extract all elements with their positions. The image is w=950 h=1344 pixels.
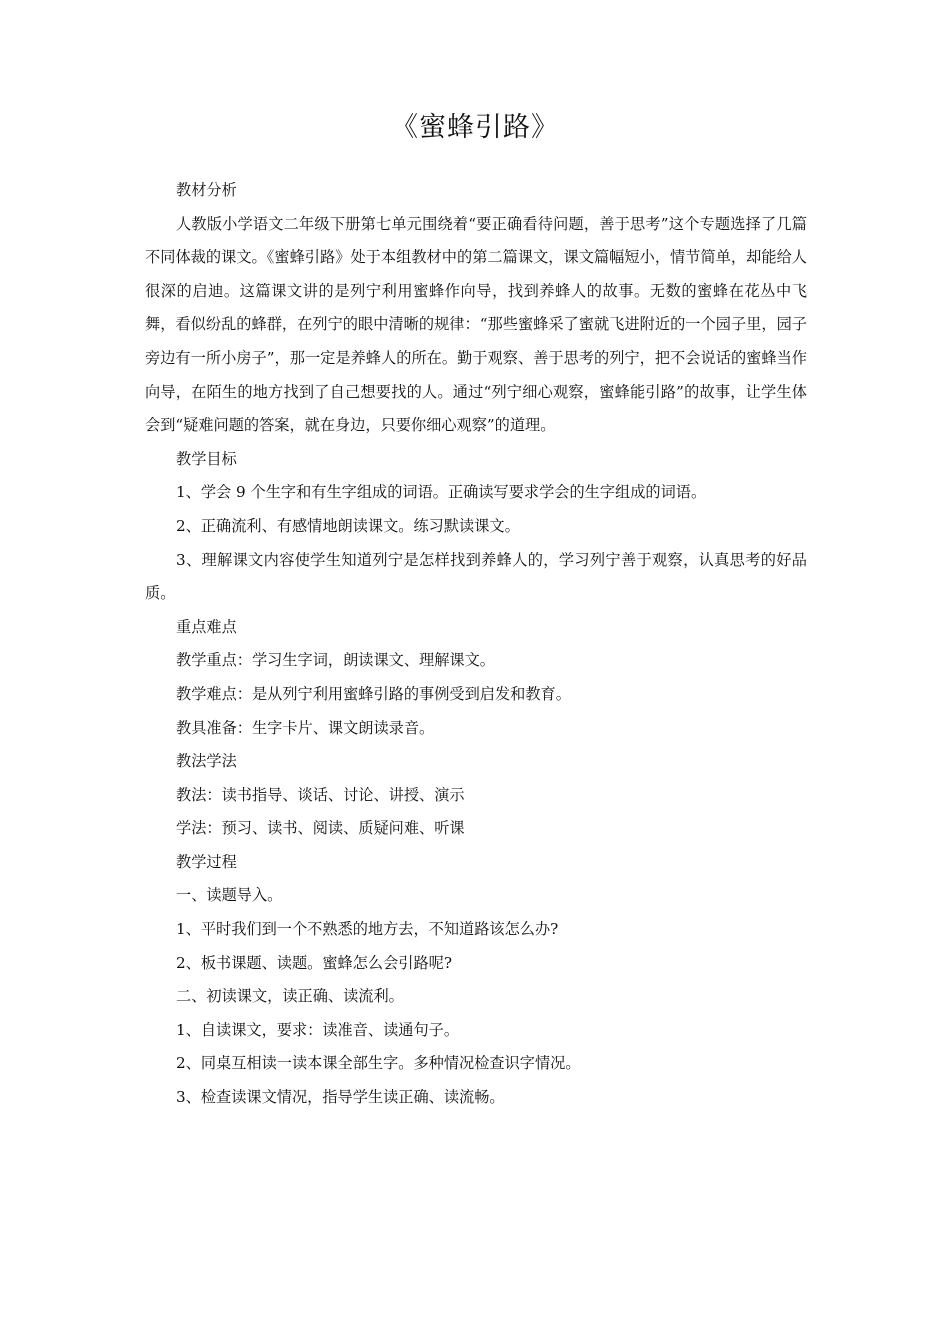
document-title: 《蜜蜂引路》 [391, 112, 559, 143]
section-heading-process: 教学过程 [176, 852, 237, 871]
key-point-focus: 教学重点：学习生字词，朗读课文、理解课文。 [176, 651, 495, 670]
teaching-goal-2: 2、正确流利、有感情地朗读课文。练习默读课文。 [176, 516, 520, 535]
section-heading-teaching-goals: 教学目标 [176, 449, 237, 468]
teaching-goal-1: 1、学会 9 个生字和有生字组成的词语。正确读写要求学会的生字组成的词语。 [176, 483, 707, 502]
process-step-1-item-1: 1、平时我们到一个不熟悉的地方去，不知道路该怎么办? [176, 920, 559, 939]
section-heading-material-analysis: 教材分析 [176, 181, 237, 199]
process-step-2: 二、初读课文，读正确、读流利。 [176, 987, 404, 1006]
learning-method: 学法：预习、读书、阅读、质疑问难、听课 [176, 819, 465, 838]
document-body [145, 174, 807, 1115]
teaching-goal-3: 3、理解课文内容使学生知道列宁是怎样找到养蜂人的，学习列宁善于观察，认真思考的好品质。 [145, 550, 807, 603]
process-step-2-item-1: 1、自读课文，要求：读准音、读通句子。 [176, 1020, 460, 1039]
process-step-2-item-3: 3、检查读课文情况，指导学生读正确、读流畅。 [176, 1088, 505, 1107]
teaching-method: 教法：读书指导、谈话、讨论、讲授、演示 [176, 785, 465, 804]
process-step-2-item-2: 2、同桌互相读一读本课全部生字。多种情况检查识字情况。 [176, 1054, 581, 1073]
process-step-1: 一、读题导入。 [176, 886, 283, 905]
section-heading-key-points: 重点难点 [176, 617, 237, 636]
section-heading-methods: 教法学法 [176, 752, 237, 771]
material-analysis-paragraph: 人教版小学语文二年级下册第七单元围绕着“要正确看待问题，善于思考”这个专题选择了几篇不同体裁的课文。《蜜蜂引路》处于本组教材中的第二篇课文，课文篇幅短小，情节简单，却能给人很深的启迪。这篇课文讲的是列宁利用蜜蜂作向导，找到养蜂人的故事。无数的蜜蜂在花丛中飞舞，看似纷乱的蜂群，在列宁的眼中清晰的规律：“那些蜜蜂采了蜜就飞进附近的一个园子里，园子旁边有一所小房子”，那一定是养蜂人的所在。勤于观察、善于思考的列宁，把不会说话的蜜蜂当作向导，在陌生的地方找到了自己想要找的人。通过“列宁细心观察，蜜蜂能引路”的故事，让学生体会到“疑难问题的答案，就在身边，只要你细心观察”的道理。 [145, 214, 807, 435]
teaching-aids: 教具准备：生字卡片、课文朗读录音。 [176, 718, 435, 737]
key-point-difficulty: 教学难点：是从列宁利用蜜蜂引路的事例受到启发和教育。 [176, 684, 571, 703]
process-step-1-item-2: 2、板书课题、读题。蜜蜂怎么会引路呢? [176, 953, 452, 972]
